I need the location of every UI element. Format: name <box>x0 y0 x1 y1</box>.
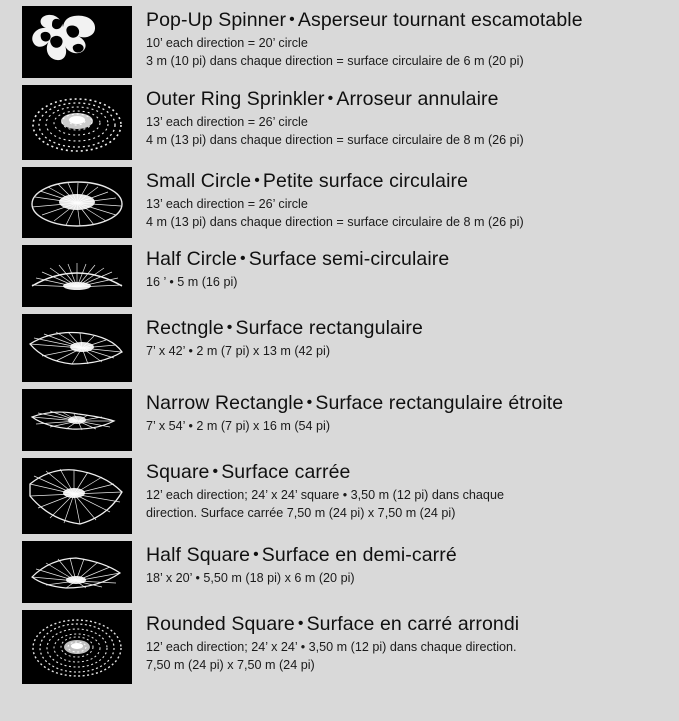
item-spec-fr: 4 m (13 pi) dans chaque direction = surface circulaire de 8 m (26 pi) <box>146 215 524 229</box>
spray-pattern-half-circle-icon <box>22 245 132 307</box>
spray-pattern-outer-ring-sprinkler-icon <box>22 85 132 160</box>
item-spec-fr: 4 m (13 pi) dans chaque direction = surface circulaire de 8 m (26 pi) <box>146 133 524 147</box>
item-title: Outer Ring Sprinkler • Arroseur annulaire <box>146 88 499 110</box>
title-separator: • <box>226 319 233 336</box>
item-spec-en: 10’ each direction = 20’ circle <box>146 36 308 50</box>
item-title: Narrow Rectangle • Surface rectangulaire étroite <box>146 392 564 414</box>
title-separator: • <box>289 11 295 28</box>
item-spec-fr: direction. Surface carrée 7,50 m (24 pi) x 7,50 m (24 pi) <box>146 506 456 520</box>
title-separator: • <box>306 394 313 411</box>
item-text <box>146 389 671 435</box>
spray-pattern-square-icon <box>22 458 132 534</box>
spray-pattern-rounded-square-icon <box>22 610 132 684</box>
spray-pattern-small-circle-icon <box>22 167 132 238</box>
item-spec-en: 18’ x 20’ • 5,50 m (18 pi) x 6 m (20 pi) <box>146 571 355 585</box>
item-spec-en: 7’ x 42’ • 2 m (7 pi) x 13 m (42 pi) <box>146 344 331 358</box>
item-spec-en: 16 ’ • 5 m (16 pi) <box>146 275 238 289</box>
item-title: Half Circle • Surface semi-circulaire <box>146 248 450 270</box>
item-spec-en: 7’ x 54’ • 2 m (7 pi) x 16 m (54 pi) <box>146 419 331 433</box>
item-spec-en: 13’ each direction = 26’ circle <box>146 115 308 129</box>
item-title: Pop-Up Spinner • Asperseur tournant escamotable <box>146 9 583 31</box>
item-spec-fr: 3 m (10 pi) dans chaque direction = surface circulaire de 6 m (20 pi) <box>146 54 524 68</box>
spray-pattern-rectangle-icon <box>22 314 132 382</box>
item-text <box>146 458 671 522</box>
spray-pattern-pop-up-spinner-icon <box>22 6 132 78</box>
item-text <box>146 167 671 231</box>
spray-pattern-half-square-icon <box>22 541 132 603</box>
title-separator: • <box>253 546 259 563</box>
title-separator: • <box>212 463 219 480</box>
list-item <box>22 458 671 534</box>
item-title: Rectngle • Surface rectangulaire <box>146 317 423 339</box>
list-item <box>22 6 671 78</box>
list-item <box>22 167 671 238</box>
item-title: Rounded Square • Surface en carré arrondi <box>146 613 520 635</box>
spray-pattern-narrow-rectangle-icon <box>22 389 132 451</box>
title-separator: • <box>240 250 246 267</box>
list-item <box>22 314 671 382</box>
item-spec-en: 12’ each direction; 24’ x 24’ square • 3,50 m (12 pi) dans chaque <box>146 488 504 502</box>
title-separator: • <box>327 90 334 107</box>
list-item <box>22 389 671 451</box>
item-text <box>146 610 671 674</box>
item-title: Half Square • Surface en demi-carré <box>146 544 457 566</box>
list-item <box>22 610 671 684</box>
item-text <box>146 314 671 360</box>
item-text <box>146 85 671 149</box>
title-separator: • <box>254 172 260 189</box>
list-item <box>22 85 671 160</box>
list-item <box>22 541 671 603</box>
item-spec-en: 12’ each direction; 24’ x 24’ • 3,50 m (12 pi) dans chaque direction. <box>146 640 517 654</box>
item-text <box>146 6 671 70</box>
item-title: Small Circle • Petite surface circulaire <box>146 170 469 192</box>
title-separator: • <box>297 615 304 632</box>
item-spec-fr: 7,50 m (24 pi) x 7,50 m (24 pi) <box>146 658 315 672</box>
item-title: Square • Surface carrée <box>146 461 351 483</box>
list-item <box>22 245 671 307</box>
item-text <box>146 541 671 587</box>
item-spec-en: 13’ each direction = 26’ circle <box>146 197 308 211</box>
item-text <box>146 245 671 291</box>
